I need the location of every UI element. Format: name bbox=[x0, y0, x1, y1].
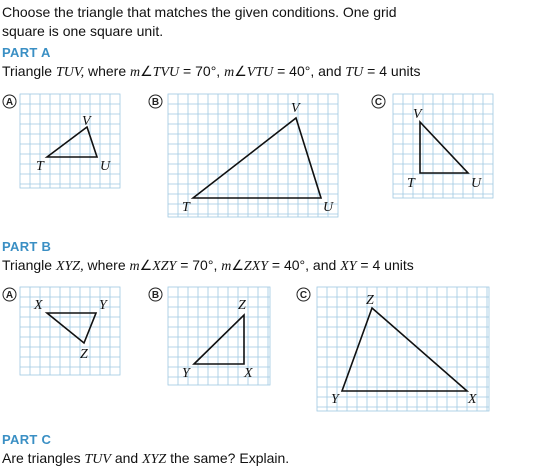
part-b-option-c-figure bbox=[317, 287, 489, 411]
vertex-label-v: V bbox=[291, 101, 300, 116]
vertex-label-u: U bbox=[100, 159, 111, 174]
part-b-prompt: Triangle XYZ, where m∠XZY = 70°, m∠ZXY = 40°, and XY = 4 units bbox=[2, 257, 414, 274]
vertex-label-t: T bbox=[36, 159, 44, 174]
part-a-heading: PART A bbox=[2, 45, 51, 60]
instructions-line-1: Choose the triangle that matches the given conditions. One grid bbox=[2, 4, 397, 20]
instructions-line-2: square is one square unit. bbox=[2, 23, 164, 39]
part-b-option-c-radio[interactable] bbox=[296, 287, 311, 302]
part-c-question: Are triangles TUV and XYZ the same? Explain. bbox=[2, 450, 290, 467]
triangle-tuv bbox=[47, 127, 97, 157]
svg-text:A: A bbox=[5, 290, 14, 301]
part-c-heading: PART C bbox=[2, 432, 52, 447]
part-b-option-b-figure bbox=[168, 287, 270, 385]
vertex-label-t: T bbox=[407, 176, 415, 191]
svg-text:B: B bbox=[151, 97, 160, 108]
vertex-label-z: Z bbox=[366, 293, 374, 308]
vertex-label-x: X bbox=[244, 366, 253, 381]
part-a-option-a-radio[interactable] bbox=[2, 94, 17, 109]
part-a-option-c-radio[interactable] bbox=[371, 94, 386, 109]
vertex-label-y: Y bbox=[331, 392, 339, 407]
grid-lines bbox=[317, 287, 489, 411]
part-a-option-c-figure bbox=[393, 94, 493, 198]
vertex-label-v: V bbox=[413, 107, 422, 122]
svg-text:C: C bbox=[374, 97, 383, 108]
vertex-label-y: Y bbox=[182, 366, 190, 381]
vertex-label-t: T bbox=[182, 200, 190, 215]
part-a-option-b-radio[interactable] bbox=[148, 94, 163, 109]
vertex-label-x: X bbox=[468, 392, 477, 407]
vertex-label-u: U bbox=[323, 200, 334, 215]
vertex-label-u: U bbox=[471, 176, 482, 191]
svg-text:C: C bbox=[299, 290, 308, 301]
vertex-label-z: Z bbox=[80, 347, 88, 362]
vertex-label-z: Z bbox=[238, 298, 246, 313]
part-a-option-b-figure bbox=[168, 94, 338, 217]
part-b-option-b-radio[interactable] bbox=[148, 287, 163, 302]
triangle-xyz bbox=[342, 308, 467, 391]
part-b-option-a-figure bbox=[20, 287, 120, 375]
svg-text:A: A bbox=[5, 97, 14, 108]
part-a-prompt: Triangle TUV, where m∠TVU = 70°, m∠VTU = 40°, and TU = 4 units bbox=[2, 63, 421, 80]
vertex-label-x: X bbox=[34, 298, 43, 313]
triangle-xyz bbox=[47, 313, 96, 343]
part-a-option-a-figure bbox=[20, 94, 120, 188]
part-b-option-a-radio[interactable] bbox=[2, 287, 17, 302]
svg-text:B: B bbox=[151, 290, 160, 301]
part-b-heading: PART B bbox=[2, 239, 52, 254]
vertex-label-y: Y bbox=[99, 298, 107, 313]
triangle-tuv bbox=[420, 122, 468, 173]
triangle-tuv bbox=[193, 118, 321, 198]
vertex-label-v: V bbox=[82, 114, 91, 129]
